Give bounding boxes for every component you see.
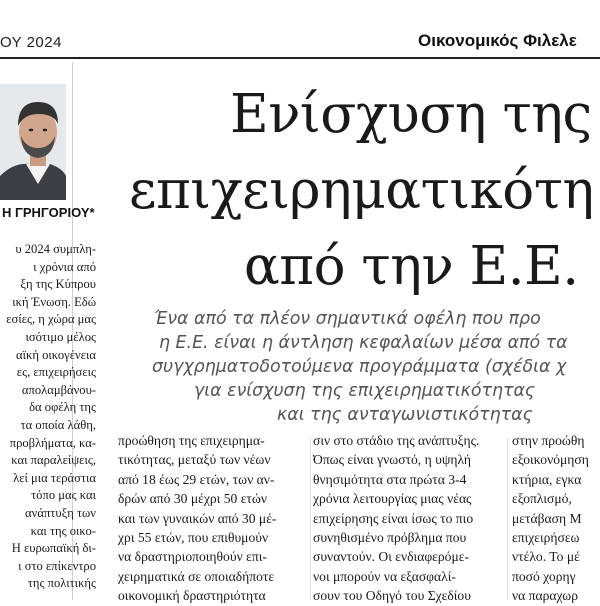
text-line: υ 2024 συμπλη-	[15, 242, 96, 256]
text-line: στην προώθη	[512, 433, 585, 448]
text-line: τικότητας, μεταξύ των νέων	[118, 452, 271, 468]
headline-line-2: επιχειρηματικότη	[129, 160, 594, 221]
header-rule	[0, 57, 600, 59]
text-line: χρι 55 ετών, που επιθυμούν	[118, 530, 269, 546]
text-line: ική Ένωση. Εδώ	[12, 294, 96, 309]
text-line: και της οικο-	[30, 523, 96, 538]
text-line: ισότιμο μέλος	[25, 329, 96, 344]
subheading-line-3: συγχρηματοδοτούμενα προγράμματα (σχέδια χ	[152, 357, 567, 377]
text-line: χειρηματικά σε οποιαδήποτε	[118, 568, 275, 584]
subheading-line-5: και της ανταγωνιστικότητας	[277, 405, 533, 425]
text-line: ντέλο. Το μέ	[512, 549, 580, 565]
text-line: λεί μια τεράστια	[13, 470, 96, 485]
text-line: σιν στο στάδιο της ανάπτυξης.	[313, 433, 480, 448]
text-line: μετάβαση Μ	[512, 510, 582, 526]
text-line: τόπο μας και	[31, 488, 96, 503]
text-line: να δραστηριοποιηθούν επι-	[118, 549, 267, 565]
text-line: ι χρόνια από	[33, 259, 96, 274]
subheading-line-1: Ένα από τα πλέον σημαντικά οφέλη που προ	[154, 309, 541, 329]
text-line: Όπως είναι γνωστό, η υψηλή	[313, 452, 472, 468]
body-column-1	[118, 431, 304, 606]
newspaper-name: Οικονομικός Φιλελε	[418, 31, 577, 50]
text-line: θνησιμότητα στα πρώτα 3-4	[313, 471, 467, 487]
text-line: εσίες, η χώρα μας	[6, 312, 96, 327]
text-line: εξοπλισμό,	[512, 491, 572, 507]
text-line: ποσό χορηγ	[512, 568, 576, 584]
text-line: απολαμβάνου-	[21, 382, 96, 397]
text-line: εξοικονόμηση	[512, 452, 589, 468]
text-line: ες, επιχειρήσεις	[16, 365, 96, 380]
headline-line-3: από την Ε.Ε.	[244, 236, 579, 297]
text-line: δα οφέλη της	[29, 400, 96, 415]
author-photo	[0, 84, 66, 200]
text-line: συνηθισμένο πρόβλημα που	[313, 530, 467, 546]
text-line: ανάπτυξη των	[25, 505, 96, 520]
text-line: από 18 έως 29 ετών, των αν-	[118, 471, 275, 487]
text-line: σουν του Οδηγό του Σχεδίου	[313, 588, 471, 604]
text-line: οικονομική δραστηριότητα	[118, 588, 266, 604]
text-line: νοι μπορούν να εξασφαλί-	[313, 568, 456, 584]
text-line: επιχειρήσεω	[512, 530, 580, 546]
body-column-3	[512, 431, 600, 606]
text-line: χρόνια λειτουργίας μιας νέας	[313, 491, 472, 507]
column-divider	[310, 438, 311, 600]
text-line: προβλήματα, κα-	[9, 435, 96, 450]
text-line: και παραλείψεις,	[11, 453, 96, 468]
subheading-line-4: για ενίσχυση της επιχειρηματικότητας	[194, 381, 536, 401]
text-line: επιχείρησης είναι ίσως το πιο	[313, 510, 474, 526]
left-text-column	[0, 241, 96, 593]
text-line: Η ευρωπαϊκή δι-	[11, 541, 96, 556]
text-line: προώθηση της επιχειρημα-	[118, 433, 265, 448]
issue-date: ΟΥ 2024	[0, 34, 62, 51]
text-line: κτήρια, εγκα	[512, 471, 582, 487]
author-name: Η ΓΡΗΓΟΡΙΟΥ*	[2, 205, 95, 220]
text-line: ξη της Κύπρου	[20, 277, 96, 292]
subheading-line-2: η Ε.Ε. είναι η άντληση κεφαλαίων μέσα από τα	[159, 333, 568, 353]
text-line: συναντούν. Οι ενδιαφερόμε-	[313, 549, 469, 565]
text-line: δρών από 30 μέχρι 50 ετών	[118, 491, 267, 507]
text-line: να παραχωρ	[512, 588, 579, 604]
text-line: ι στο επίκεντρο	[18, 558, 96, 573]
text-line: αϊκή οικογένεια	[16, 347, 96, 362]
text-line: και των γυναικών από 30 μέ-	[118, 510, 277, 526]
body-column-2	[313, 431, 503, 606]
text-line: τα οποία λάθη,	[20, 417, 96, 432]
column-divider	[507, 438, 508, 600]
text-line: της πολιτικής	[27, 576, 96, 591]
author-portrait-icon	[0, 84, 66, 200]
headline-line-1: Ενίσχυση της	[230, 84, 592, 145]
